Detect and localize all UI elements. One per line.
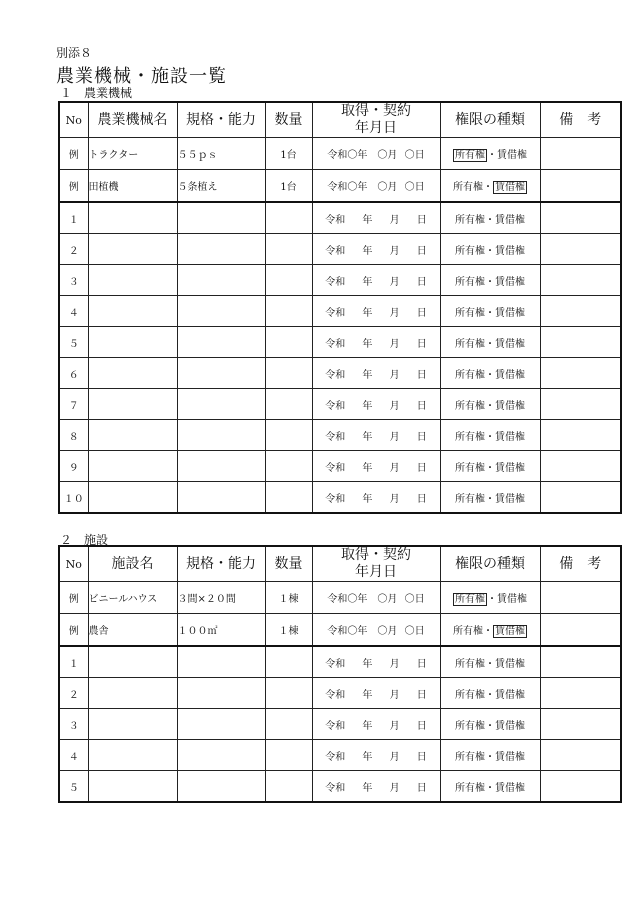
header-spec: 規格・能力: [177, 102, 265, 138]
remarks-cell[interactable]: [540, 709, 621, 740]
remarks-cell[interactable]: [540, 740, 621, 771]
table-row: [59, 482, 621, 514]
item-spec-cell[interactable]: [177, 678, 265, 709]
rights-cell[interactable]: 所有権・賃借権: [440, 740, 540, 771]
item-spec-cell[interactable]: [177, 709, 265, 740]
item-qty-cell[interactable]: [265, 740, 312, 771]
item-date[interactable]: 令和 年 月 日: [312, 265, 440, 296]
remarks-cell[interactable]: [540, 358, 621, 389]
item-qty-cell[interactable]: [265, 265, 312, 296]
section-number: １: [60, 86, 73, 100]
page-title: 農業機械・施設一覧: [56, 66, 227, 87]
remarks-cell[interactable]: [540, 420, 621, 451]
remarks-cell: [540, 614, 621, 647]
remarks-cell[interactable]: [540, 451, 621, 482]
right-owned: 所有権: [455, 150, 485, 161]
item-spec-cell[interactable]: [177, 482, 265, 514]
remarks-cell[interactable]: [540, 646, 621, 678]
item-spec: ３間×２０間: [177, 582, 265, 614]
right-owned: 所有権: [453, 182, 483, 193]
rights-cell[interactable]: 所有権・賃借権: [440, 771, 540, 803]
item-qty-cell[interactable]: [265, 420, 312, 451]
item-spec: ５条植え: [177, 170, 265, 203]
row-no: ８: [59, 420, 88, 451]
header-remarks: 備 考: [540, 546, 621, 582]
item-name-cell[interactable]: [88, 646, 177, 678]
section-title: 農業機械: [84, 86, 133, 100]
rights-cell[interactable]: 所有権・賃借権: [440, 296, 540, 327]
example-row: [59, 170, 621, 203]
rights-cell[interactable]: 所有権・賃借権: [440, 234, 540, 265]
right-owned: 所有権: [455, 594, 485, 605]
example-row: [59, 138, 621, 170]
item-name-cell[interactable]: [88, 234, 177, 265]
remarks-cell[interactable]: [540, 265, 621, 296]
example-row: [59, 614, 621, 647]
rights-cell[interactable]: 所有権・賃借権: [440, 451, 540, 482]
rights-cell: [440, 138, 540, 170]
rights-cell[interactable]: 所有権・賃借権: [440, 678, 540, 709]
rights-cell[interactable]: 所有権・賃借権: [440, 709, 540, 740]
header-date: [312, 546, 440, 582]
section-title: 施設: [84, 533, 109, 547]
rights-cell[interactable]: 所有権・賃借権: [440, 420, 540, 451]
table-row: [59, 740, 621, 771]
item-date[interactable]: 令和 年 月 日: [312, 327, 440, 358]
remarks-cell[interactable]: [540, 202, 621, 234]
row-no: ６: [59, 358, 88, 389]
item-date[interactable]: 令和 年 月 日: [312, 296, 440, 327]
rights-cell[interactable]: 所有権・賃借権: [440, 327, 540, 358]
table-row: [59, 296, 621, 327]
item-spec-cell[interactable]: [177, 771, 265, 803]
item-name-cell[interactable]: [88, 678, 177, 709]
item-qty-cell[interactable]: [265, 646, 312, 678]
item-qty: １棟: [265, 614, 312, 647]
item-qty-cell[interactable]: [265, 678, 312, 709]
item-name: ビニールハウス: [88, 582, 177, 614]
item-date[interactable]: 令和 年 月 日: [312, 202, 440, 234]
item-date[interactable]: 令和 年 月 日: [312, 771, 440, 803]
row-no: 例: [59, 170, 88, 203]
row-no: １: [59, 646, 88, 678]
attachment-label: 別添８: [56, 46, 93, 60]
item-spec-cell[interactable]: [177, 740, 265, 771]
row-no: ９: [59, 451, 88, 482]
right-lease: 賃借権: [495, 182, 525, 193]
rights-cell: [440, 170, 540, 203]
item-date[interactable]: 令和 年 月 日: [312, 451, 440, 482]
item-date: 令和〇年 〇月 〇日: [312, 170, 440, 203]
row-no: ５: [59, 771, 88, 803]
item-qty-cell[interactable]: [265, 709, 312, 740]
table-row: [59, 327, 621, 358]
item-name: 田植機: [88, 170, 177, 203]
table-row: [59, 709, 621, 740]
item-date[interactable]: 令和 年 月 日: [312, 740, 440, 771]
table-row: [59, 420, 621, 451]
machinery-table: [58, 101, 622, 514]
row-no: ５: [59, 327, 88, 358]
row-no: 例: [59, 138, 88, 170]
rights-cell[interactable]: 所有権・賃借権: [440, 202, 540, 234]
item-spec-cell[interactable]: [177, 420, 265, 451]
header-date-line2: 年月日: [355, 120, 397, 136]
item-date: 令和〇年 〇月 〇日: [312, 138, 440, 170]
right-lease: 賃借権: [495, 626, 525, 637]
item-name-cell[interactable]: [88, 420, 177, 451]
row-no: ４: [59, 740, 88, 771]
item-date[interactable]: 令和 年 月 日: [312, 234, 440, 265]
rights-cell: [440, 614, 540, 647]
item-qty: 1台: [265, 170, 312, 203]
row-no: ４: [59, 296, 88, 327]
item-spec-cell[interactable]: [177, 358, 265, 389]
table-row: [59, 389, 621, 420]
item-date[interactable]: 令和 年 月 日: [312, 482, 440, 514]
item-qty-cell[interactable]: [265, 234, 312, 265]
item-name-cell[interactable]: [88, 358, 177, 389]
item-name-cell[interactable]: [88, 771, 177, 803]
header-remarks: 備 考: [540, 102, 621, 138]
item-date: 令和〇年 〇月 〇日: [312, 582, 440, 614]
header-qty: 数量: [265, 546, 312, 582]
header-row: [59, 546, 621, 582]
item-date[interactable]: 令和 年 月 日: [312, 389, 440, 420]
row-no: ３: [59, 265, 88, 296]
item-date[interactable]: 令和 年 月 日: [312, 709, 440, 740]
remarks-cell[interactable]: [540, 771, 621, 803]
header-rights: 権限の種類: [440, 102, 540, 138]
item-date[interactable]: 令和 年 月 日: [312, 358, 440, 389]
header-no: No: [59, 546, 88, 582]
item-spec-cell[interactable]: [177, 646, 265, 678]
section-number: ２: [60, 533, 73, 547]
right-lease: 賃借権: [497, 150, 527, 161]
table-row: [59, 265, 621, 296]
header-row: [59, 102, 621, 138]
table-row: [59, 646, 621, 678]
item-qty-cell[interactable]: [265, 202, 312, 234]
right-owned: 所有権: [453, 626, 483, 637]
table-row: [59, 678, 621, 709]
item-name: 農舎: [88, 614, 177, 647]
table-row: [59, 771, 621, 803]
rights-cell[interactable]: 所有権・賃借権: [440, 265, 540, 296]
item-qty-cell[interactable]: [265, 389, 312, 420]
header-date: [312, 102, 440, 138]
rights-cell[interactable]: 所有権・賃借権: [440, 358, 540, 389]
example-row: [59, 582, 621, 614]
item-qty: １棟: [265, 582, 312, 614]
item-spec: ５５ｐｓ: [177, 138, 265, 170]
row-no: １０: [59, 482, 88, 514]
header-spec: 規格・能力: [177, 546, 265, 582]
remarks-cell[interactable]: [540, 389, 621, 420]
rights-cell[interactable]: 所有権・賃借権: [440, 646, 540, 678]
item-name-cell[interactable]: [88, 265, 177, 296]
item-date[interactable]: 令和 年 月 日: [312, 420, 440, 451]
remarks-cell: [540, 582, 621, 614]
item-qty-cell[interactable]: [265, 451, 312, 482]
header-rights: 権限の種類: [440, 546, 540, 582]
row-no: 例: [59, 582, 88, 614]
item-name-cell[interactable]: [88, 482, 177, 514]
header-name: 施設名: [88, 546, 177, 582]
table-row: [59, 358, 621, 389]
row-no: ２: [59, 234, 88, 265]
item-name-cell[interactable]: [88, 451, 177, 482]
right-separator: ・: [487, 594, 497, 605]
remarks-cell: [540, 170, 621, 203]
item-qty-cell[interactable]: [265, 327, 312, 358]
rights-cell: [440, 582, 540, 614]
item-name-cell[interactable]: [88, 740, 177, 771]
header-qty: 数量: [265, 102, 312, 138]
row-no: ７: [59, 389, 88, 420]
item-qty-cell[interactable]: [265, 482, 312, 514]
item-spec-cell[interactable]: [177, 265, 265, 296]
item-name-cell[interactable]: [88, 389, 177, 420]
item-spec: １００㎡: [177, 614, 265, 647]
right-separator: ・: [483, 626, 493, 637]
rights-cell[interactable]: 所有権・賃借権: [440, 482, 540, 514]
item-spec-cell[interactable]: [177, 451, 265, 482]
remarks-cell[interactable]: [540, 678, 621, 709]
item-spec-cell[interactable]: [177, 296, 265, 327]
item-date[interactable]: 令和 年 月 日: [312, 678, 440, 709]
item-name-cell[interactable]: [88, 327, 177, 358]
item-name-cell[interactable]: [88, 709, 177, 740]
row-no: ３: [59, 709, 88, 740]
remarks-cell[interactable]: [540, 327, 621, 358]
item-qty-cell[interactable]: [265, 771, 312, 803]
item-qty-cell[interactable]: [265, 296, 312, 327]
facility-table: [58, 545, 622, 803]
remarks-cell[interactable]: [540, 296, 621, 327]
header-name: 農業機械名: [88, 102, 177, 138]
row-no: 例: [59, 614, 88, 647]
item-spec-cell[interactable]: [177, 327, 265, 358]
item-spec-cell[interactable]: [177, 234, 265, 265]
remarks-cell[interactable]: [540, 234, 621, 265]
item-date: 令和〇年 〇月 〇日: [312, 614, 440, 647]
item-qty-cell[interactable]: [265, 358, 312, 389]
item-spec-cell[interactable]: [177, 389, 265, 420]
item-qty: 1台: [265, 138, 312, 170]
table-row: [59, 451, 621, 482]
item-date[interactable]: 令和 年 月 日: [312, 646, 440, 678]
remarks-cell[interactable]: [540, 482, 621, 514]
item-name-cell[interactable]: [88, 202, 177, 234]
table-row: [59, 202, 621, 234]
header-date-line2: 年月日: [355, 564, 397, 580]
table-row: [59, 234, 621, 265]
row-no: ２: [59, 678, 88, 709]
item-name: トラクター: [88, 138, 177, 170]
right-separator: ・: [483, 182, 493, 193]
right-lease: 賃借権: [497, 594, 527, 605]
item-spec-cell[interactable]: [177, 202, 265, 234]
header-date-line1: 取得・契約: [341, 547, 411, 563]
rights-cell[interactable]: 所有権・賃借権: [440, 389, 540, 420]
right-separator: ・: [487, 150, 497, 161]
remarks-cell: [540, 138, 621, 170]
section-heading-machinery: [60, 84, 132, 101]
header-date-line1: 取得・契約: [341, 103, 411, 119]
header-no: No: [59, 102, 88, 138]
item-name-cell[interactable]: [88, 296, 177, 327]
row-no: １: [59, 202, 88, 234]
